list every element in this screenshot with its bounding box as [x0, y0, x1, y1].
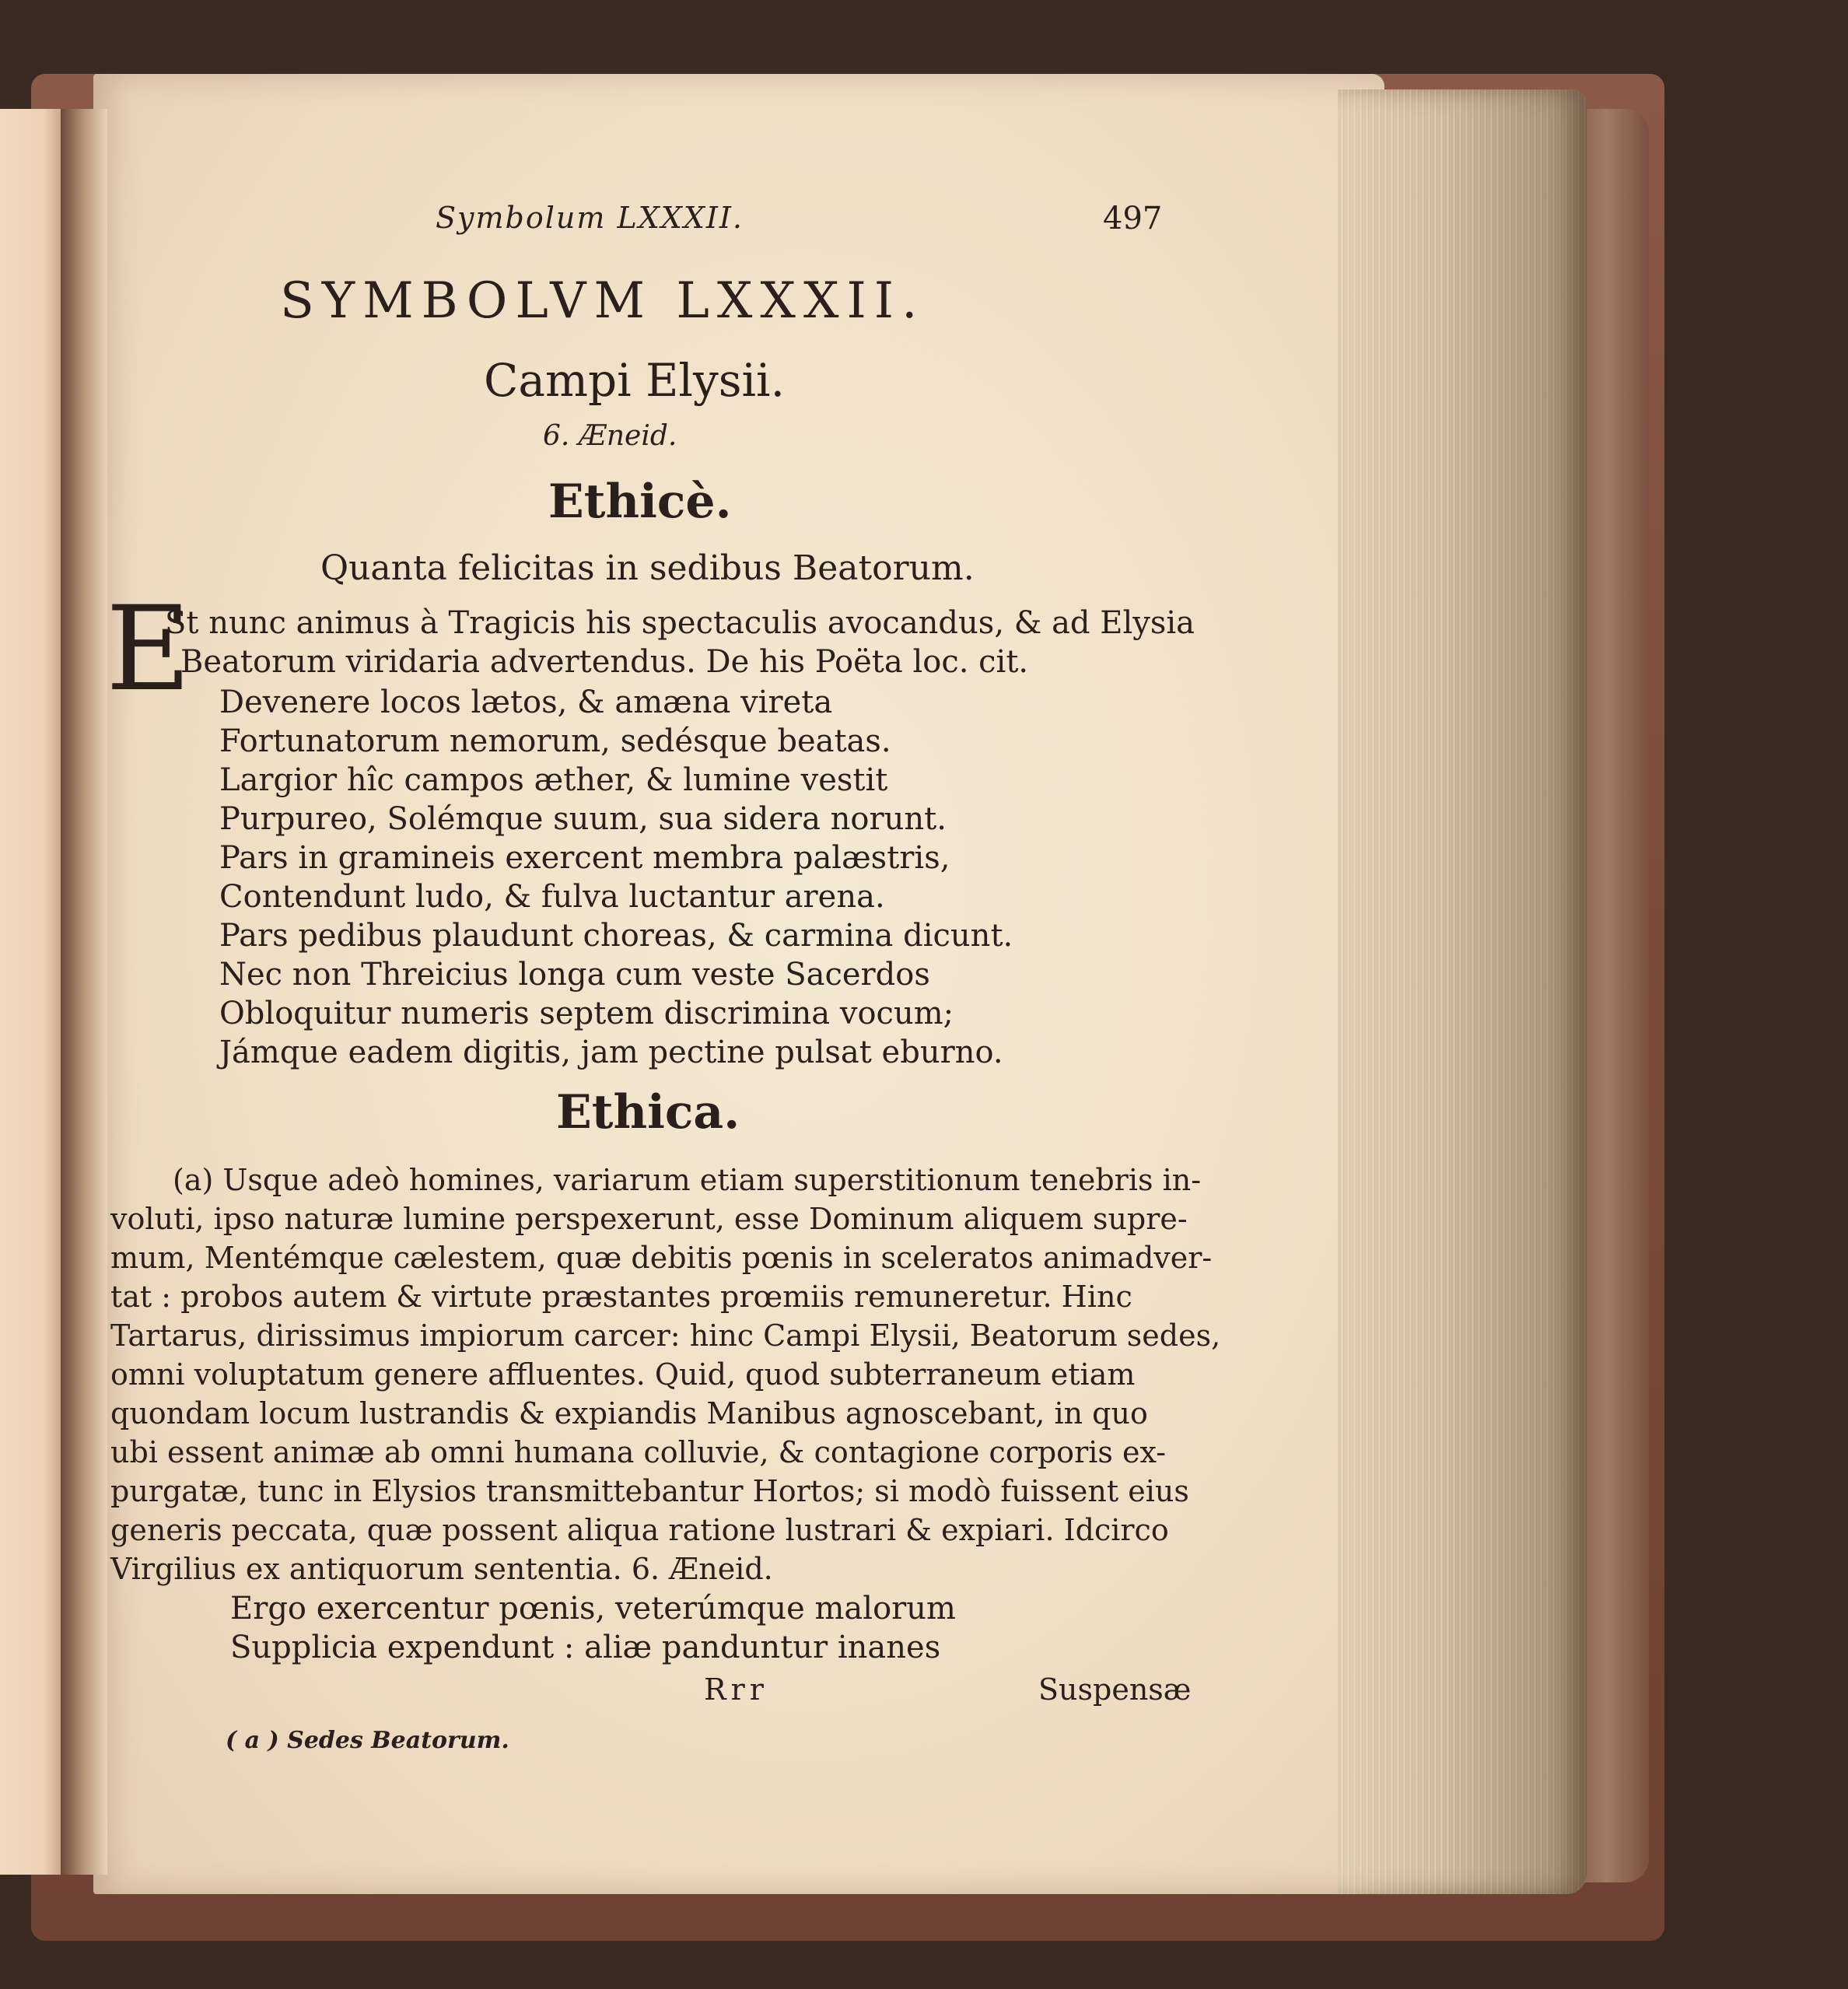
body-line: mum, Mentémque cælestem, quæ debitis pœnis in sceleratos animadver- [110, 1241, 1213, 1275]
verse-line: Obloquitur numeris septem discrimina vocum; [219, 996, 954, 1031]
body-line: omni voluptatum genere affluentes. Quid, quod subterraneum etiam [110, 1357, 1136, 1392]
body-line: quondam locum lustrandis & expiandis Manibus agnoscebant, in quo [110, 1396, 1148, 1430]
body-line: (a) Usque adeò homines, variarum etiam superstitionum tenebris in- [173, 1163, 1202, 1197]
body-line: generis peccata, quæ possent aliqua ratione lustrari & expiari. Idcirco [110, 1513, 1169, 1547]
footnote: ( a ) Sedes Beatorum. [226, 1727, 509, 1754]
catchword: Suspensæ [1038, 1672, 1192, 1707]
symbol-title: SYMBOLVM LXXXII. [280, 272, 926, 330]
verse-line: Contendunt ludo, & fulva luctantur arena. [219, 879, 885, 915]
source-reference: 6. Æneid. [543, 420, 677, 452]
verse-line: Nec non Threicius longa cum veste Sacerdos [219, 957, 930, 993]
drop-capital: E [106, 582, 191, 717]
section-subheading: Quanta felicitas in sedibus Beatorum. [320, 548, 975, 588]
verse-line: Supplicia expendunt : aliæ panduntur inanes [230, 1630, 941, 1665]
page-number: 497 [1103, 201, 1163, 236]
body-line: tat : probos autem & virtute præstantes prœmiis remuneretur. Hinc [110, 1280, 1132, 1314]
verse-line: Jámque eadem digitis, jam pectine pulsat eburno. [219, 1035, 1003, 1070]
verse-line: Fortunatorum nemorum, sedésque beatas. [219, 723, 891, 759]
intro-line: Beatorum viridaria advertendus. De his Poëta loc. cit. [180, 644, 1029, 680]
section-heading-ethica: Ethica. [556, 1085, 740, 1140]
verse-line: Ergo exercentur pœnis, veterúmque malorum [230, 1591, 956, 1627]
body-line: voluti, ipso naturæ lumine perspexerunt, esse Dominum aliquem supre- [110, 1202, 1188, 1236]
verse-line: Purpureo, Solémque suum, sua sidera norunt. [219, 801, 947, 837]
body-line: purgatæ, tunc in Elysios transmittebantur Hortos; si modò fuissent eius [110, 1474, 1189, 1508]
intro-line: St nunc animus à Tragicis his spectaculis avocandus, & ad Elysia [165, 605, 1195, 641]
running-head: Symbolum LXXXII. [436, 201, 744, 235]
body-line: Tartarus, dirissimus impiorum carcer: hinc Campi Elysii, Beatorum sedes, [110, 1318, 1221, 1353]
subtitle: Campi Elysii. [484, 354, 786, 407]
verse-line: Largior hîc campos æther, & lumine vestit [219, 762, 888, 798]
verse-line: Pars in gramineis exercent membra palæstris, [219, 840, 950, 876]
section-heading-ethice: Ethicè. [548, 474, 732, 529]
verse-line: Devenere locos lætos, & amæna vireta [219, 685, 833, 720]
body-line: ubi essent animæ ab omni humana colluvie, & contagione corporis ex- [110, 1435, 1167, 1469]
body-line: Virgilius ex antiquorum sententia. 6. Æneid. [110, 1552, 773, 1586]
verse-line: Pars pedibus plaudunt choreas, & carmina dicunt. [219, 918, 1013, 954]
signature-mark: Rrr [704, 1672, 768, 1707]
